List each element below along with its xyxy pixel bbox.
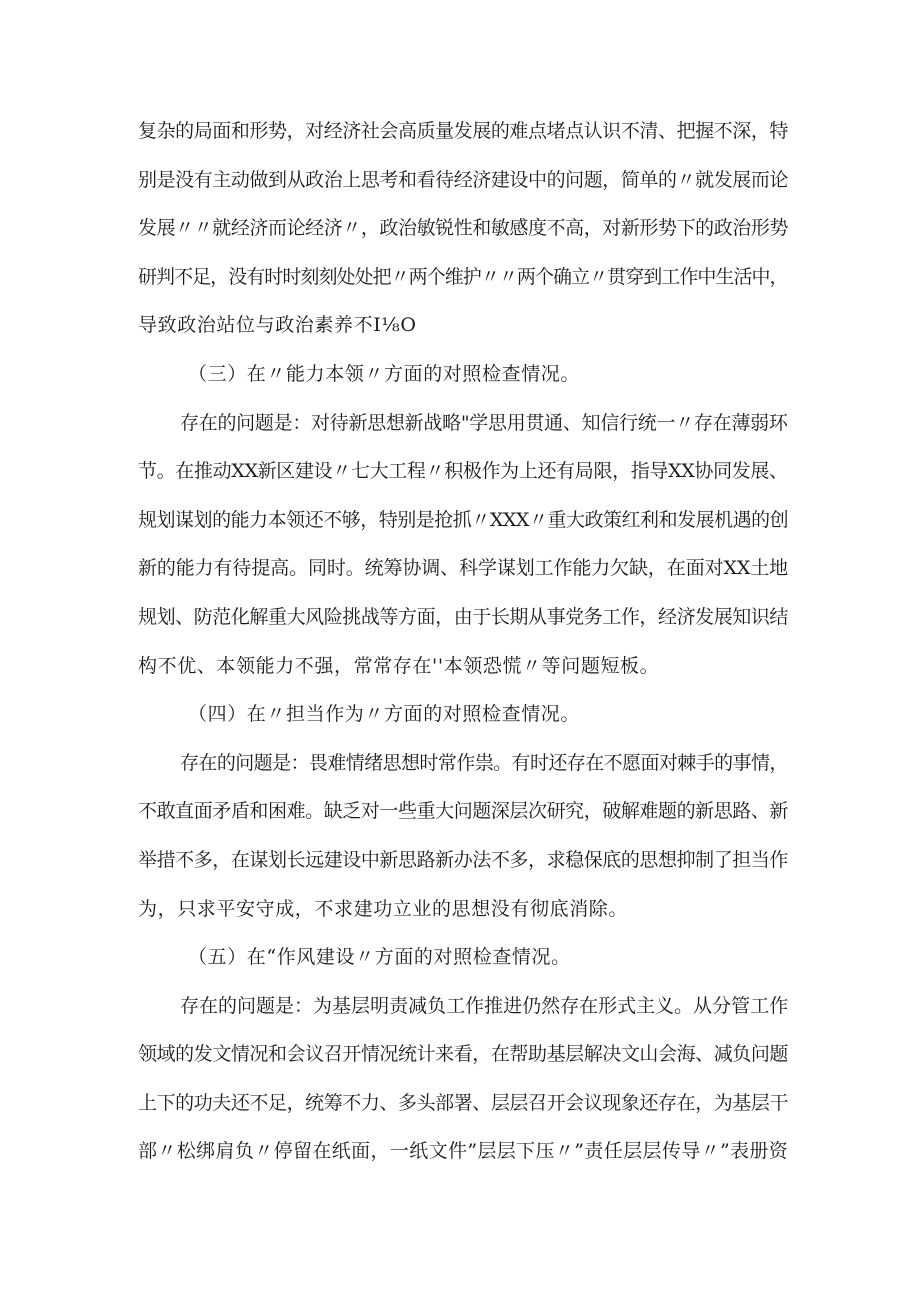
text-line: 为，只求平安守成，不求建功立业的思想没有彻底消除。 bbox=[138, 897, 629, 920]
document-body bbox=[138, 107, 788, 1176]
text-line: 领域的发文情况和会议召开情况统计来看，在帮助基层解决文山会海、减负问题 bbox=[138, 1043, 788, 1066]
text-line: （五）在“作风建设〃方面的对照检查情况。 bbox=[188, 946, 571, 969]
section-heading bbox=[138, 690, 788, 739]
text-line: 举措不多，在谋划长远建设中新思路新办法不多，求稳保底的思想抑制了担当作 bbox=[138, 848, 788, 871]
text-line: 构不优、本领能力不强，常常存在''本领恐慌〃等问题短板。 bbox=[138, 654, 660, 677]
text-line: 存在的问题是：畏难情绪思想时常作祟。有时还存在不愿面对棘手的事情， bbox=[180, 751, 788, 774]
text-line: 不敢直面矛盾和困难。缺乏对一些重大问题深层次研究，破解难题的新思路、新 bbox=[138, 800, 788, 823]
body-paragraph bbox=[138, 107, 788, 350]
text-line: 发展〃〃就经济而论经济〃，政治敏锐性和敏感度不高，对新形势下的政治形势 bbox=[138, 217, 788, 240]
text-line: 上下的功夫还不足，统筹不力、多头部署、层层召开会议现象还存在，为基层干 bbox=[138, 1091, 788, 1114]
text-line: 节。在推动XX新区建设〃七大工程〃积极作为上还有局限，指导XX协同发展、 bbox=[138, 460, 788, 483]
text-line: 存在的问题是：对待新思想新战略"学思用贯通、知信行统一〃存在薄弱环 bbox=[180, 411, 788, 434]
text-line: 导致政治站位与政治素养不I⅛O bbox=[138, 314, 417, 337]
body-paragraph bbox=[138, 982, 788, 1176]
text-line: 研判不足，没有时时刻刻处处把〃两个维护〃〃两个确立〃贯穿到工作中生活中， bbox=[138, 265, 788, 288]
text-line: （三）在〃能力本领〃方面的对照检查情况。 bbox=[188, 362, 581, 385]
text-line: 规划、防范化解重大风险挑战等方面，由于长期从事党务工作，经济发展知识结 bbox=[138, 605, 788, 628]
text-line: （四）在〃担当作为〃方面的对照检查情况。 bbox=[188, 703, 581, 726]
text-line: 规划谋划的能力本领还不够，特别是抢抓〃XXX〃重大政策红利和发展机遇的创 bbox=[138, 508, 788, 531]
text-line: 新的能力有待提高。同时。统筹协调、科学谋划工作能力欠缺，在面对XX土地 bbox=[138, 557, 788, 580]
section-heading bbox=[138, 350, 788, 399]
body-paragraph bbox=[138, 739, 788, 933]
text-line: 别是没有主动做到从政治上思考和看待经济建设中的问题，简单的〃就发展而论 bbox=[138, 168, 788, 191]
text-line: 部〃松绑肩负〃停留在纸面，一纸文件”层层下压〃”责任层层传导〃”表册资 bbox=[138, 1140, 788, 1163]
text-line: 存在的问题是：为基层明责减负工作推进仍然存在形式主义。从分管工作 bbox=[180, 994, 788, 1017]
body-paragraph bbox=[138, 399, 788, 691]
text-line: 复杂的局面和形势，对经济社会高质量发展的难点堵点认识不清、把握不深，特 bbox=[138, 120, 788, 142]
section-heading bbox=[138, 933, 788, 982]
